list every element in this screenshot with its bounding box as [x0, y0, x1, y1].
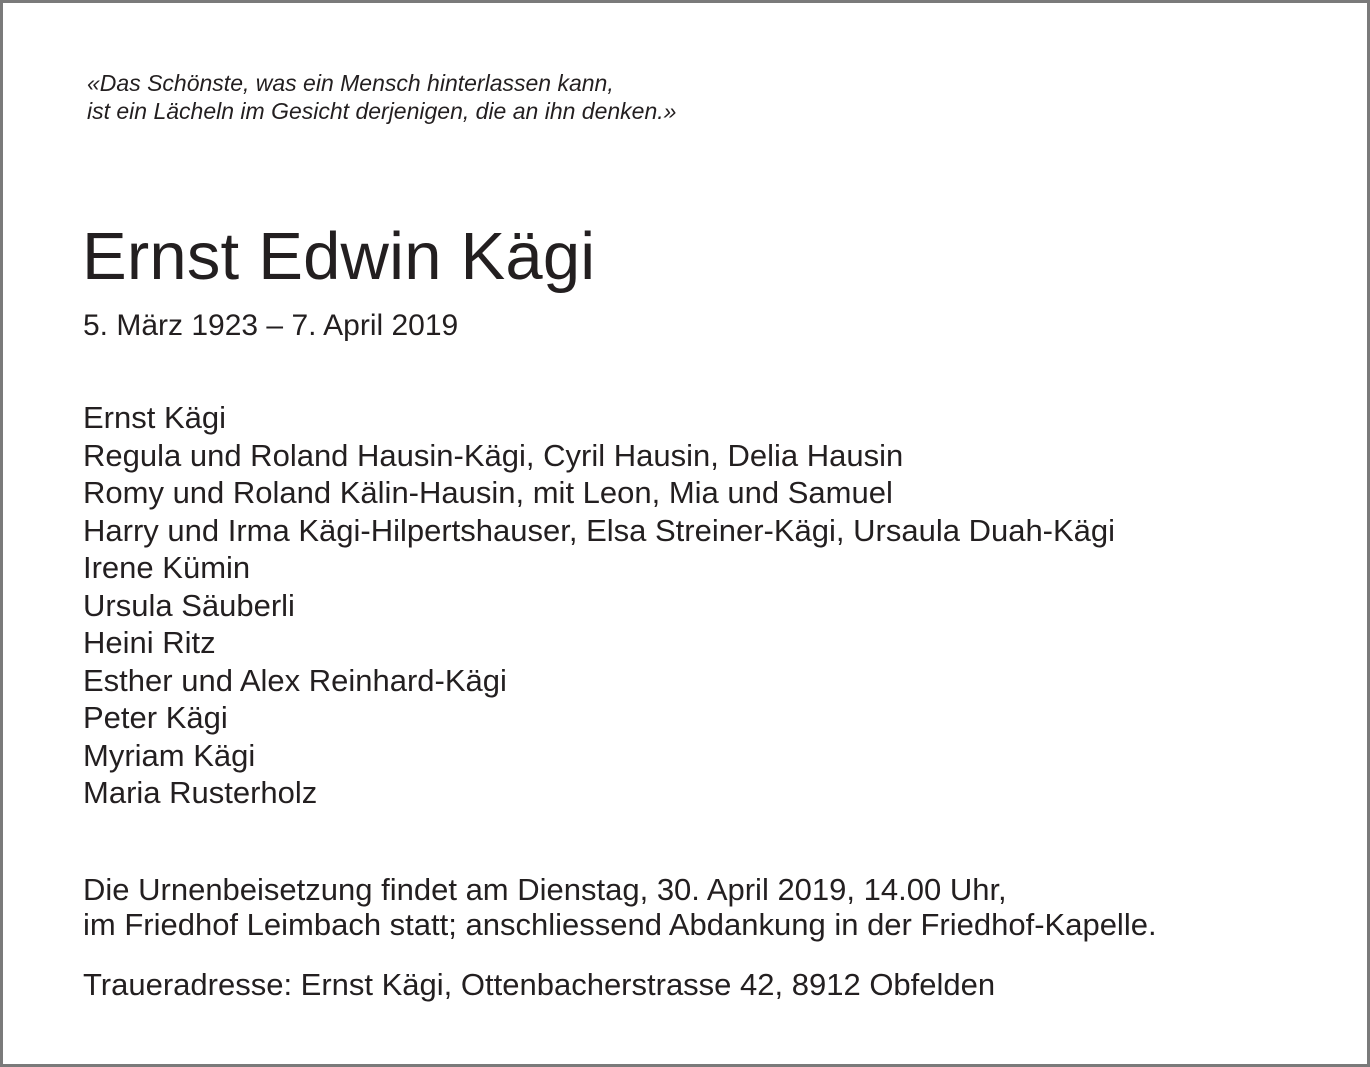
mourner-entry: Myriam Kägi — [83, 737, 256, 773]
mourner-entry: Ernst Kägi — [83, 400, 227, 435]
mourner-entry: Ursula Säuberli — [83, 587, 295, 623]
mourners-list — [83, 399, 1115, 812]
ceremony-line-1: Die Urnenbeisetzung findet am Dienstag, 30. April 2019, 14.00 Uhr, — [83, 872, 1007, 907]
quote-line-2: ist ein Lächeln im Gesicht derjenigen, die an ihn denken.» — [87, 98, 677, 124]
life-dates: 5. März 1923 – 7. April 2019 — [83, 309, 459, 342]
mourner-entry: Regula und Roland Hausin-Kägi, Cyril Hausin, Delia Hausin — [83, 437, 904, 473]
memorial-quote — [87, 69, 676, 125]
mourner-entry: Esther und Alex Reinhard-Kägi — [83, 662, 507, 698]
mourning-address: Traueradresse: Ernst Kägi, Ottenbacherstrasse 42, 8912 Obfelden — [83, 967, 996, 1002]
mourner-entry: Romy und Roland Kälin-Hausin, mit Leon, Mia und Samuel — [83, 475, 893, 510]
mourner-entry: Peter Kägi — [83, 700, 228, 735]
deceased-name: Ernst Edwin Kägi — [82, 219, 596, 294]
mourner-entry: Irene Kümin — [83, 550, 251, 585]
ceremony-info — [83, 872, 1157, 942]
mourner-entry: Maria Rusterholz — [83, 775, 318, 810]
mourner-entry: Harry und Irma Kägi-Hilpertshauser, Elsa Streiner-Kägi, Ursaula Duah-Kägi — [83, 512, 1116, 548]
mourner-entry: Heini Ritz — [83, 625, 216, 660]
ceremony-line-2: im Friedhof Leimbach statt; anschliessend Abdankung in der Friedhof-Kapelle. — [83, 907, 1157, 942]
quote-line-1: «Das Schönste, was ein Mensch hinterlassen kann, — [87, 70, 614, 96]
